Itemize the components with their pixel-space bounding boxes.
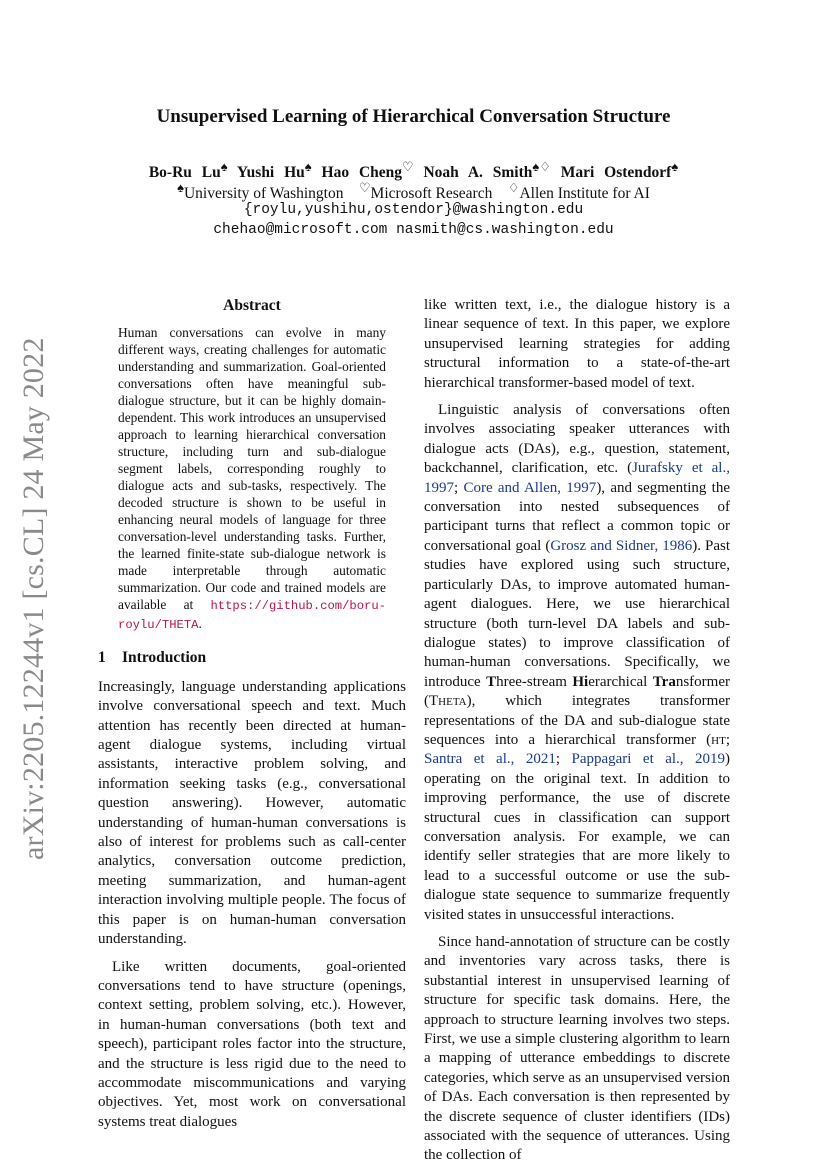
- text-run: ). Past studies have explored using such structure, particularly DAs, to improve automated human-agent dialogues. Here, we use hierarchical structure (both turn-level DA labels and sub-dialogue states) to improve classification of human-human conversations. Specifically, we introduce: [424, 537, 730, 690]
- affiliation-line: [0, 180, 827, 203]
- affiliation-mark: ♠: [304, 159, 312, 174]
- affiliation-mark: ♡: [402, 159, 414, 174]
- text-run: Linguistic analysis of conversations often involves associating speaker utterances with dialogue acts (DAs), e.g., question, statement, backchannel, clarification, etc. (: [424, 402, 730, 477]
- abstract-end: .: [198, 616, 202, 632]
- affiliation-mark: ♠♢: [532, 159, 551, 174]
- text-run: ), which integrates transformer representations of the DA and sub-dialogue state sequences into a hierarchical transformer (: [424, 693, 730, 748]
- email-line: chehao@microsoft.com nasmith@cs.washington.edu: [213, 222, 614, 238]
- citation-link[interactable]: Pappagari et al., 2019: [571, 751, 725, 768]
- abstract-body: [118, 324, 386, 634]
- citation-link[interactable]: Core and Allen, 1997: [463, 479, 597, 496]
- citation-link[interactable]: Jurafsky et al., 1997: [424, 460, 730, 496]
- text-run: nsformer (: [424, 673, 730, 710]
- email-line: {roylu,yushihu,ostendor}@washington.edu: [243, 202, 584, 218]
- author-name: Noah A. Smith: [423, 164, 533, 182]
- left-column: [98, 296, 406, 1132]
- affiliation-mark: ♠: [177, 180, 184, 195]
- section-title: Introduction: [122, 649, 207, 667]
- paper-title: Unsupervised Learning of Hierarchical Conversation Structure: [156, 106, 671, 127]
- paragraph: [424, 401, 730, 925]
- text-run: ) operating on the original text. In addition to improving performance, the use of discrete structural cues in classification can support conversation analysis. For example, we can identify seller strategies that are more likely to lead to a successful outcome or use the sub-dialogue state sequence to summarize frequently visited states in unsuccessful interactions.: [424, 751, 730, 923]
- model-name: Theta: [429, 693, 467, 710]
- text-run: hree-stream: [496, 673, 573, 690]
- paragraph: like written text, i.e., the dialogue history is a linear sequence of text. In this paper, we explore unsupervised learning strategies for adding structural information to a state-of-the-art hierarchical transformer-based model of text.: [424, 297, 730, 391]
- acronym-letter: Tra: [652, 673, 676, 690]
- abstract-heading: Abstract: [223, 297, 281, 314]
- code-link[interactable]: https://github.com/boru-roylu/THETA: [118, 599, 386, 633]
- author-name: Bo-Ru Lu: [148, 164, 221, 182]
- right-column: [424, 296, 730, 1166]
- section-heading: [98, 648, 406, 667]
- author-name: Yushi Hu: [236, 164, 305, 182]
- section-number: 1: [98, 649, 106, 667]
- text-run: ), and segmenting the conversation into nested subsequences of participant turns that reflect a common topic or conversational goal (: [424, 479, 730, 554]
- text-run: ;: [555, 751, 572, 768]
- affiliation-name: Allen Institute for AI: [519, 185, 650, 203]
- text-run: erarchical: [588, 673, 653, 690]
- citation-link[interactable]: Santra et al., 2021: [424, 751, 556, 768]
- arxiv-stamp: arXiv:2205.12244v1 [cs.CL] 24 May 2022: [17, 337, 50, 860]
- affiliation-mark: ♢: [507, 180, 520, 195]
- affiliation-mark: ♠: [671, 159, 679, 174]
- affiliation-name: Microsoft Research: [370, 185, 493, 203]
- text-run: ;: [454, 479, 464, 496]
- acronym-letter: T: [486, 673, 497, 690]
- affiliation-name: University of Washington: [183, 185, 344, 203]
- author-list: [0, 159, 827, 182]
- citation-link[interactable]: Grosz and Sidner, 1986: [550, 537, 693, 554]
- acronym-letter: Hi: [572, 673, 589, 690]
- paragraph: Since hand-annotation of structure can be costly and inventories vary across tasks, there is substantial interest in unsupervised learning of structure for specific task domains. Here, the approach to structure learning involves two steps. First, we use a simple clustering algorithm to learn a mapping of utterance embeddings to discrete categories, which serve as an unsupervised version of DAs. Each conversation is then represented by the discrete sequence of cluster identifiers (IDs) associated with the sequence of utterances. Using the collection of: [424, 934, 730, 1164]
- abstract-text: Human conversations can evolve in many different ways, creating challenges for automatic understanding and summarization. Goal-oriented conversations often have meaningful sub-dialogue structure, but it can be highly domain-dependent. This work introduces an unsupervised approach to learning hierarchical conversation structure, including turn and sub-dialogue segment labels, corresponding roughly to dialogue acts and sub-tasks, respectively. The decoded structure is shown to be useful in enhancing neural models of language for three conversation-level understanding tasks. Further, the learned finite-state sub-dialogue network is made interpretable through automatic summarization. Our code and trained models are available at: [118, 325, 386, 613]
- affiliation-mark: ♠: [220, 159, 228, 174]
- affiliation-mark: ♡: [358, 180, 371, 195]
- paragraph: Like written documents, goal-oriented conversations tend to have structure (openings, context setting, problem solving, etc.). However, in human-human conversations (both text and speech), participant roles factor into the structure, and the structure is less rigid due to the need to accommodate miscommunications and varying objectives. Yet, most work on conversational systems treat dialogues: [98, 958, 406, 1130]
- text-run: ;: [725, 731, 730, 748]
- author-name: Hao Cheng: [321, 164, 403, 182]
- author-name: Mari Ostendorf: [560, 164, 672, 182]
- model-abbrev: ht: [711, 731, 726, 748]
- paragraph: Increasingly, language understanding applications involve conversational speech and text. Much attention has recently been directed at human-agent dialogue systems, including virtual assistants, interactive problem solving, and information seeking tasks (e.g., conversational question answering). However, automatic understanding of human-human conversations is also of interest for problems such as call-center analytics, conversation outcome prediction, meeting summarization, and human-agent interaction involving multiple people. The focus of this paper is on human-human conversation understanding.: [98, 678, 406, 948]
